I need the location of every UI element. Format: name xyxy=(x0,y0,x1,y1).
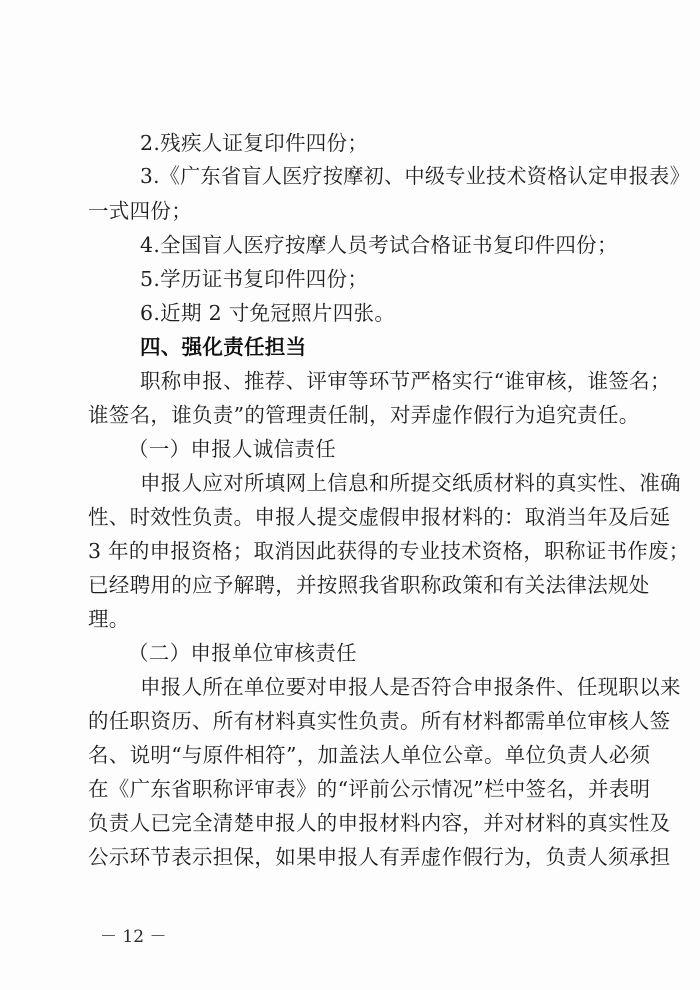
list-item-6: 6.近期 2 寸免冠照片四张。 xyxy=(140,301,396,325)
paragraph-line: 申报人所在单位要对申报人是否符合申报条件、任现职以来 xyxy=(140,675,681,699)
paragraph-line: 理。 xyxy=(88,607,130,631)
paragraph-line: 名、说明“与原件相符”，加盖法人单位公章。单位负责人必须 xyxy=(88,743,651,767)
list-item-4: 4.全国盲人医疗按摩人员考试合格证书复印件四份； xyxy=(140,233,618,257)
paragraph-line: 在《广东省职称评审表》的“评前公示情况”栏中签名，并表明 xyxy=(88,777,651,801)
list-item-2: 2.残疾人证复印件四份； xyxy=(140,131,369,155)
list-item-3-continuation: 一式四份； xyxy=(88,199,192,223)
paragraph-line: 职称申报、推荐、评审等环节严格实行“谁审核，谁签名； xyxy=(140,369,671,393)
paragraph-line: 的任职资历、所有材料真实性负责。所有材料都需单位审核人签 xyxy=(88,709,671,733)
section-heading: 四、强化责任担当 xyxy=(140,335,307,359)
subsection-heading: （一）申报人诚信责任 xyxy=(128,437,336,461)
paragraph-line: 负责人已完全清楚申报人的申报材料内容，并对材料的真实性及 xyxy=(88,811,671,835)
list-item-3: 3.《广东省盲人医疗按摩初、中级专业技术资格认定申报表》 xyxy=(140,164,690,188)
page-number: － 12 － xyxy=(100,927,167,947)
paragraph-line: 谁签名，谁负责”的管理责任制，对弄虚作假行为追究责任。 xyxy=(88,403,640,427)
paragraph-line: 已经聘用的应予解聘，并按照我省职称政策和有关法律法规处 xyxy=(88,573,650,597)
list-item-5: 5.学历证书复印件四份； xyxy=(140,267,369,291)
subsection-heading: （二）申报单位审核责任 xyxy=(128,641,357,665)
paragraph-line: 3 年的申报资格；取消因此获得的专业技术资格，职称证书作废； xyxy=(88,539,690,563)
paragraph-line: 性、时效性负责。申报人提交虚假申报材料的：取消当年及后延 xyxy=(88,505,671,529)
paragraph-line: 申报人应对所填网上信息和所提交纸质材料的真实性、准确 xyxy=(140,471,681,495)
paragraph-line: 公示环节表示担保，如果申报人有弄虚作假行为，负责人须承担 xyxy=(88,845,671,869)
